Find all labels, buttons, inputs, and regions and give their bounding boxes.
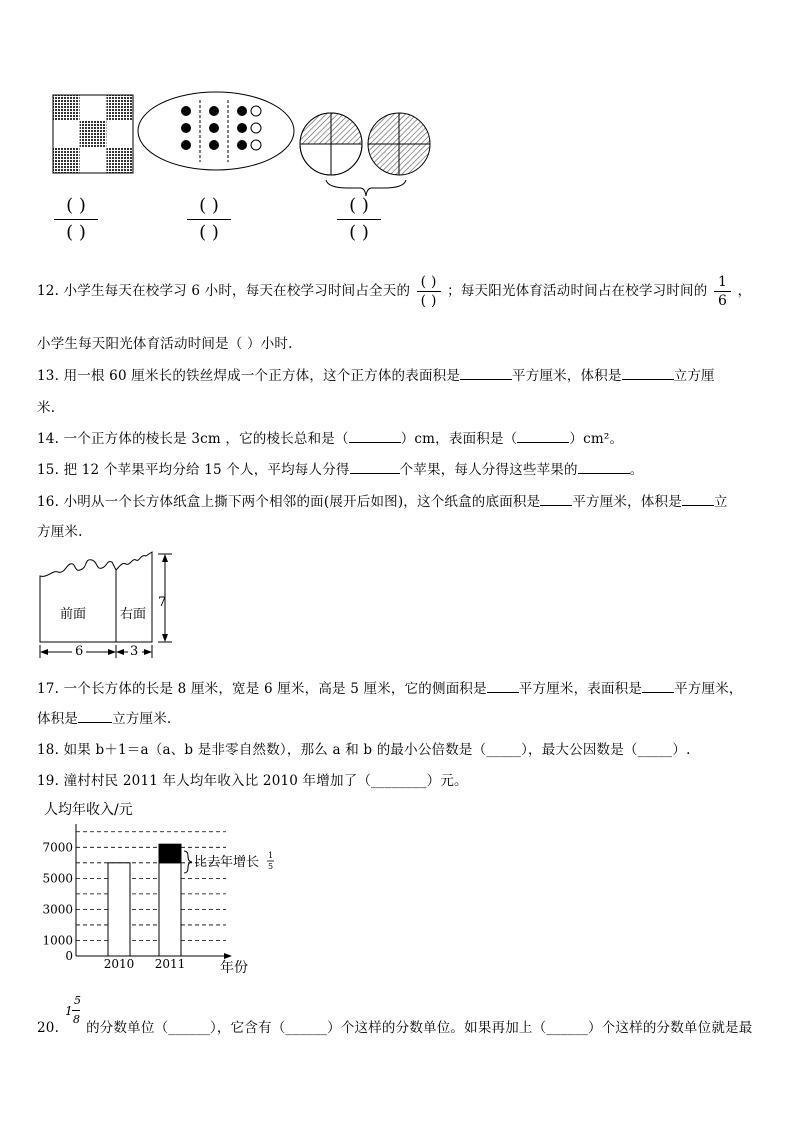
question-14: 14. 一个正方体的棱长是 3cm ，它的棱长总和是（ ）cm，表面积是（ ）cm²。 (37, 431, 624, 447)
bar-2011-increase (159, 844, 181, 863)
question-number: 17. (37, 681, 60, 697)
question-18: 18. 如果 b＋1＝a（a、b 是非零自然数），那么 a 和 b 的最小公倍数是（_____），最大公因数是（_____）. (37, 742, 691, 758)
y-tick-label: 1000 (42, 933, 73, 948)
question-number: 18. (37, 742, 60, 758)
question-19: 19. 潼村村民 2011 年人均年收入比 2010 年增加了（________）元。 (37, 773, 468, 789)
front-face-label: 前面 (60, 607, 87, 622)
mixed-denominator: 8 (73, 1013, 80, 1026)
question-number: 13. (37, 368, 60, 384)
y-tick-label: 5000 (42, 871, 73, 886)
answer-blank[interactable] (460, 367, 512, 380)
answer-denominator[interactable]: ( ) (66, 222, 86, 243)
question-12: 12. 小学生每天在校学习 6 小时，每天在校学习时间占全天的 $\frac{( )}{( )}$ ；每天阳光体育活动时间占在校学习时间的 $\frac{1}{6}$ ， (37, 274, 752, 309)
answer-fraction-1[interactable] (54, 197, 98, 242)
question-number: 14. (37, 431, 60, 447)
answer-blank[interactable] (622, 367, 674, 380)
two-circles-figure (298, 108, 440, 203)
question-number: 20. (37, 1020, 60, 1036)
answer-numerator[interactable]: ( ) (349, 195, 369, 216)
answer-blank[interactable] (540, 493, 572, 506)
answer-fraction-2[interactable] (187, 197, 231, 242)
increase-frac-den: 5 (268, 862, 274, 871)
answer-denominator[interactable]: ( ) (199, 222, 219, 243)
front-width-label: 6 (75, 644, 84, 659)
answer-blank[interactable] (350, 461, 400, 474)
question-16-line2: 方厘米. (37, 524, 83, 540)
y-tick-label: 3000 (42, 902, 73, 917)
bar-2011-base (159, 863, 181, 956)
right-width-label: 3 (130, 644, 139, 659)
question-20: 20. 的分数单位（______），它含有（______）个这样的分数单位。如果再加上（______）个这样的分数单位就是最 (37, 1020, 753, 1036)
answer-numerator[interactable]: ( ) (66, 195, 86, 216)
right-face-label: 右面 (120, 607, 147, 622)
x-tick-label: 2010 (103, 957, 135, 971)
question-13-line2: 米. (37, 400, 56, 416)
question-number: 16. (37, 494, 60, 510)
x-axis-label: 年份 (220, 960, 248, 976)
x-ticks (104, 957, 186, 971)
answer-fraction[interactable]: $\frac{( )}{( )}$ (417, 275, 441, 308)
question-number: 19. (37, 773, 60, 789)
question-17-line2: 体积是 立方厘米. (37, 711, 172, 727)
answer-denominator[interactable]: ( ) (349, 222, 369, 243)
bars (108, 844, 181, 956)
y-ticks (42, 840, 73, 963)
bar-2010 (108, 863, 130, 956)
question-15: 15. 把 12 个苹果平均分给 15 个人，平均每人分得 个苹果，每人分得这些苹果的 。 (37, 462, 644, 478)
question-17: 17. 一个长方体的长是 8 厘米，宽是 6 厘米，高是 5 厘米，它的侧面积是 平方厘米，表面积是 平方厘米， (37, 681, 743, 697)
answer-blank[interactable] (578, 461, 630, 474)
answer-blank[interactable] (682, 493, 714, 506)
income-bar-chart (36, 796, 274, 980)
increase-brace (184, 851, 192, 873)
gridlines (76, 832, 226, 941)
checkerboard-square-figure (52, 94, 134, 174)
question-16: 16. 小明从一个长方体纸盒上撕下两个相邻的面(展开后如图)，这个纸盒的底面积是 平方厘米，体积是 立 (37, 494, 728, 510)
answer-blank[interactable] (349, 430, 401, 443)
x-tick-label: 2011 (154, 957, 186, 971)
question-12-line2: 小学生每天阳光体育活动时间是（ ）小时. (37, 336, 293, 352)
mixed-whole: 1 (65, 1004, 73, 1018)
box-net-figure (36, 548, 176, 660)
mixed-numerator: 5 (74, 994, 81, 1007)
dots-ellipse-figure (136, 90, 296, 172)
answer-blank[interactable] (78, 710, 112, 723)
answer-blank[interactable] (487, 680, 519, 693)
x-axis-arrow (224, 953, 232, 959)
question-number: 15. (37, 462, 60, 478)
given-fraction: $\frac{1}{6}$ (714, 275, 731, 308)
answer-numerator[interactable]: ( ) (199, 195, 219, 216)
y-tick-label: 0 (65, 949, 73, 963)
y-axis-label: 人均年收入/元 (44, 802, 133, 818)
question-13: 13. 用一根 60 厘米长的铁丝焊成一个正方体，这个正方体的表面积是 平方厘米，体积是 立方厘 (37, 368, 715, 384)
question-number: 12. (37, 283, 60, 299)
answer-blank[interactable] (517, 430, 569, 443)
height-dimension-label: 7 (158, 595, 167, 610)
increase-label: 比去年增长 (194, 855, 260, 870)
answer-blank[interactable] (642, 680, 674, 693)
answer-fraction-3[interactable] (337, 197, 381, 242)
increase-frac-num: 1 (268, 851, 274, 860)
y-tick-label: 7000 (42, 840, 73, 855)
